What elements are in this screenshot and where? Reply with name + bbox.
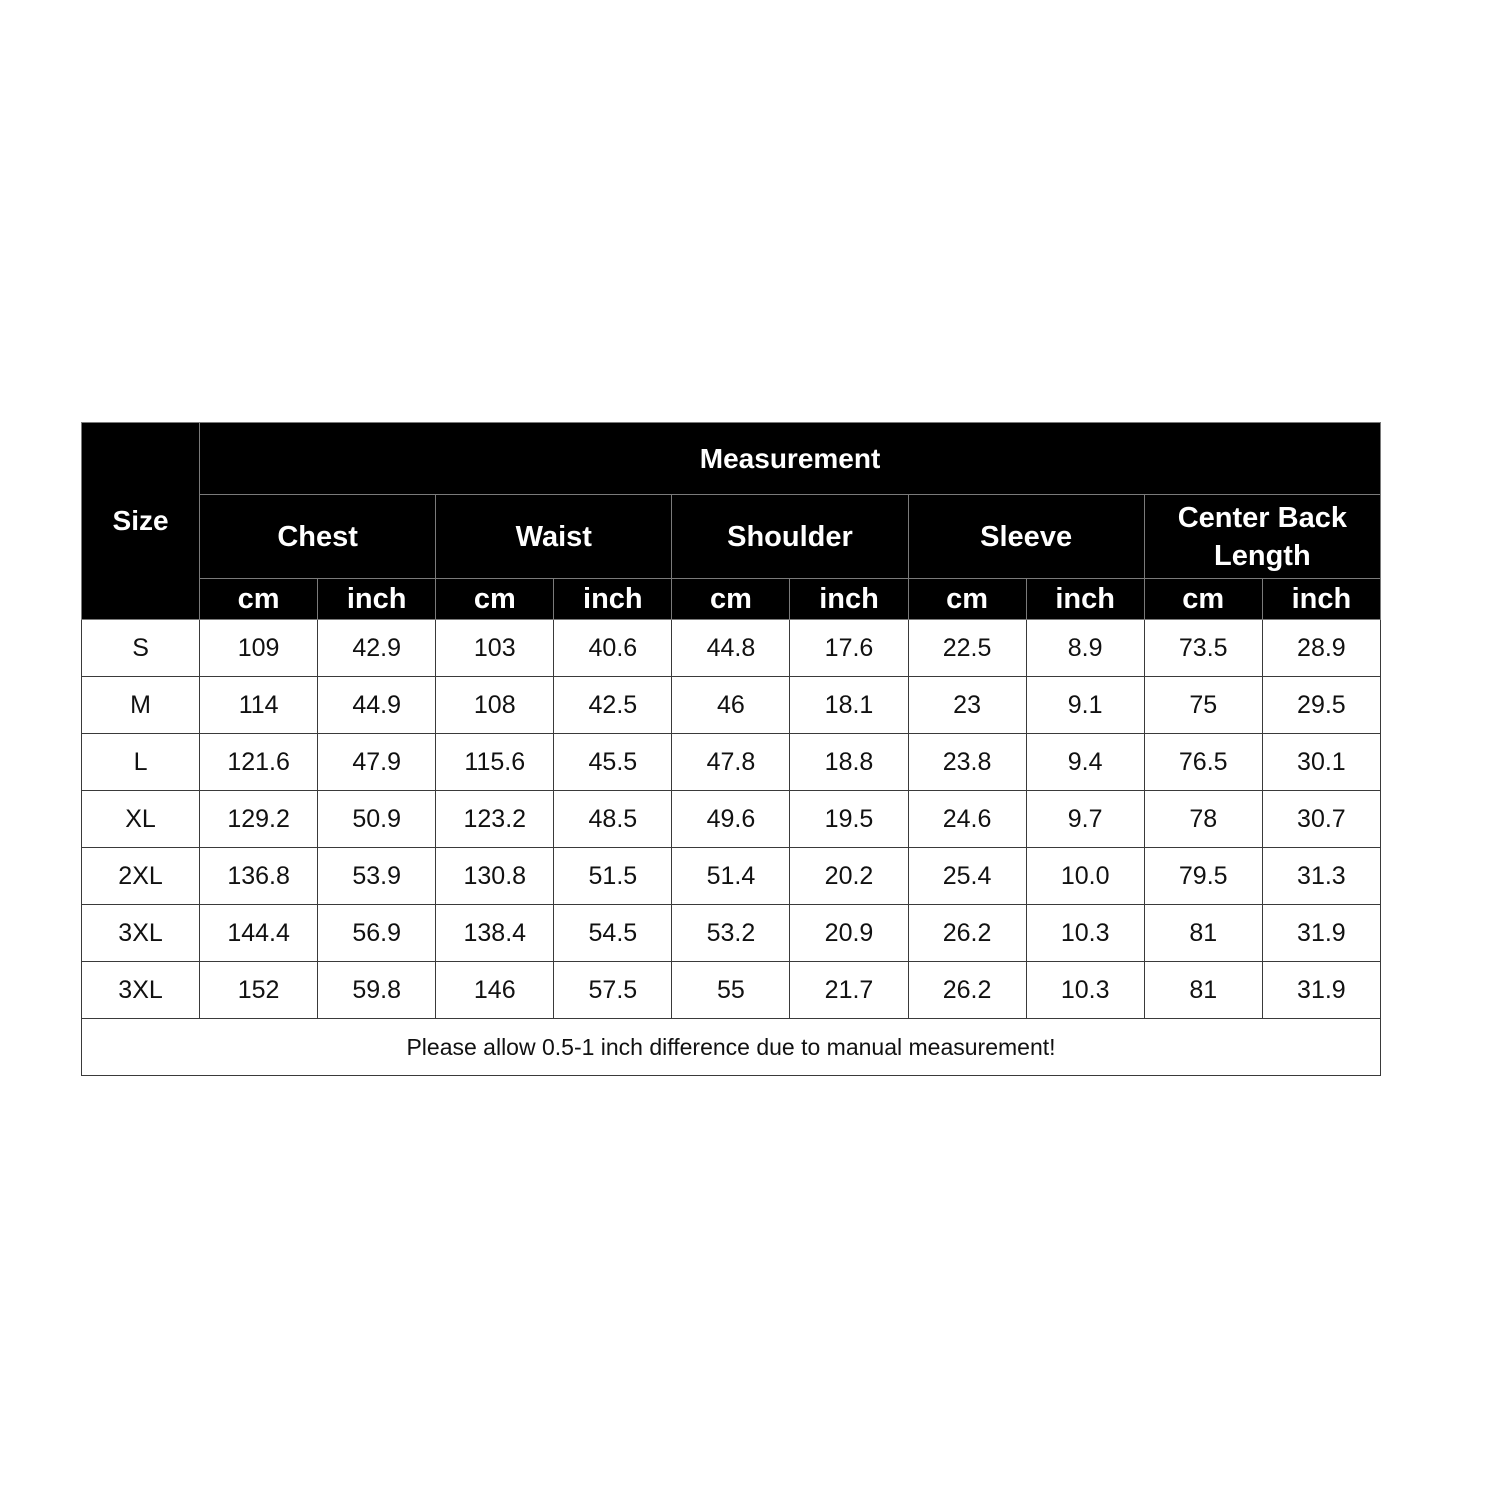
group-header-sleeve: Sleeve bbox=[908, 495, 1144, 579]
size-cell: M bbox=[82, 677, 200, 734]
value-cell: 50.9 bbox=[318, 791, 436, 848]
unit-header: cm bbox=[908, 579, 1026, 620]
unit-header: inch bbox=[1026, 579, 1144, 620]
unit-header: inch bbox=[554, 579, 672, 620]
table-footer bbox=[82, 1019, 1381, 1076]
value-cell: 23.8 bbox=[908, 734, 1026, 791]
size-chart-table bbox=[81, 422, 1381, 1076]
value-cell: 81 bbox=[1144, 962, 1262, 1019]
table-row bbox=[82, 905, 1381, 962]
table-header bbox=[82, 423, 1381, 620]
value-cell: 121.6 bbox=[200, 734, 318, 791]
value-cell: 9.4 bbox=[1026, 734, 1144, 791]
value-cell: 103 bbox=[436, 620, 554, 677]
value-cell: 18.8 bbox=[790, 734, 908, 791]
value-cell: 59.8 bbox=[318, 962, 436, 1019]
value-cell: 136.8 bbox=[200, 848, 318, 905]
value-cell: 25.4 bbox=[908, 848, 1026, 905]
value-cell: 48.5 bbox=[554, 791, 672, 848]
group-header-shoulder: Shoulder bbox=[672, 495, 908, 579]
unit-header: cm bbox=[436, 579, 554, 620]
value-cell: 144.4 bbox=[200, 905, 318, 962]
value-cell: 75 bbox=[1144, 677, 1262, 734]
value-cell: 30.1 bbox=[1262, 734, 1380, 791]
value-cell: 73.5 bbox=[1144, 620, 1262, 677]
value-cell: 9.7 bbox=[1026, 791, 1144, 848]
table-row bbox=[82, 677, 1381, 734]
value-cell: 44.8 bbox=[672, 620, 790, 677]
value-cell: 31.9 bbox=[1262, 905, 1380, 962]
value-cell: 10.0 bbox=[1026, 848, 1144, 905]
value-cell: 19.5 bbox=[790, 791, 908, 848]
footnote: Please allow 0.5-1 inch difference due to manual measurement! bbox=[82, 1019, 1381, 1076]
value-cell: 51.4 bbox=[672, 848, 790, 905]
group-header-center-back-length: Center Back Length bbox=[1144, 495, 1380, 579]
table-row bbox=[82, 791, 1381, 848]
table-row bbox=[82, 734, 1381, 791]
value-cell: 78 bbox=[1144, 791, 1262, 848]
value-cell: 46 bbox=[672, 677, 790, 734]
value-cell: 31.3 bbox=[1262, 848, 1380, 905]
value-cell: 53.9 bbox=[318, 848, 436, 905]
value-cell: 26.2 bbox=[908, 905, 1026, 962]
unit-header: cm bbox=[200, 579, 318, 620]
value-cell: 81 bbox=[1144, 905, 1262, 962]
value-cell: 42.5 bbox=[554, 677, 672, 734]
value-cell: 40.6 bbox=[554, 620, 672, 677]
unit-header: cm bbox=[1144, 579, 1262, 620]
size-cell: L bbox=[82, 734, 200, 791]
value-cell: 130.8 bbox=[436, 848, 554, 905]
value-cell: 44.9 bbox=[318, 677, 436, 734]
value-cell: 24.6 bbox=[908, 791, 1026, 848]
size-header: Size bbox=[82, 423, 200, 620]
value-cell: 17.6 bbox=[790, 620, 908, 677]
units-row bbox=[82, 579, 1381, 620]
value-cell: 123.2 bbox=[436, 791, 554, 848]
value-cell: 129.2 bbox=[200, 791, 318, 848]
table-row bbox=[82, 962, 1381, 1019]
value-cell: 49.6 bbox=[672, 791, 790, 848]
value-cell: 57.5 bbox=[554, 962, 672, 1019]
value-cell: 22.5 bbox=[908, 620, 1026, 677]
value-cell: 114 bbox=[200, 677, 318, 734]
value-cell: 21.7 bbox=[790, 962, 908, 1019]
group-header-waist: Waist bbox=[436, 495, 672, 579]
value-cell: 9.1 bbox=[1026, 677, 1144, 734]
value-cell: 146 bbox=[436, 962, 554, 1019]
size-cell: XL bbox=[82, 791, 200, 848]
value-cell: 152 bbox=[200, 962, 318, 1019]
value-cell: 79.5 bbox=[1144, 848, 1262, 905]
value-cell: 138.4 bbox=[436, 905, 554, 962]
value-cell: 31.9 bbox=[1262, 962, 1380, 1019]
unit-header: inch bbox=[1262, 579, 1380, 620]
value-cell: 8.9 bbox=[1026, 620, 1144, 677]
size-cell: 2XL bbox=[82, 848, 200, 905]
value-cell: 28.9 bbox=[1262, 620, 1380, 677]
value-cell: 108 bbox=[436, 677, 554, 734]
value-cell: 20.9 bbox=[790, 905, 908, 962]
value-cell: 109 bbox=[200, 620, 318, 677]
value-cell: 10.3 bbox=[1026, 962, 1144, 1019]
measurement-header: Measurement bbox=[200, 423, 1381, 495]
unit-header: inch bbox=[318, 579, 436, 620]
value-cell: 20.2 bbox=[790, 848, 908, 905]
value-cell: 56.9 bbox=[318, 905, 436, 962]
value-cell: 42.9 bbox=[318, 620, 436, 677]
unit-header: inch bbox=[790, 579, 908, 620]
value-cell: 30.7 bbox=[1262, 791, 1380, 848]
table-body bbox=[82, 620, 1381, 1019]
value-cell: 115.6 bbox=[436, 734, 554, 791]
value-cell: 47.8 bbox=[672, 734, 790, 791]
value-cell: 18.1 bbox=[790, 677, 908, 734]
value-cell: 76.5 bbox=[1144, 734, 1262, 791]
group-header-chest: Chest bbox=[200, 495, 436, 579]
value-cell: 45.5 bbox=[554, 734, 672, 791]
value-cell: 23 bbox=[908, 677, 1026, 734]
value-cell: 55 bbox=[672, 962, 790, 1019]
value-cell: 53.2 bbox=[672, 905, 790, 962]
unit-header: cm bbox=[672, 579, 790, 620]
value-cell: 29.5 bbox=[1262, 677, 1380, 734]
value-cell: 54.5 bbox=[554, 905, 672, 962]
size-cell: 3XL bbox=[82, 905, 200, 962]
value-cell: 10.3 bbox=[1026, 905, 1144, 962]
value-cell: 47.9 bbox=[318, 734, 436, 791]
table-row bbox=[82, 620, 1381, 677]
size-cell: 3XL bbox=[82, 962, 200, 1019]
value-cell: 26.2 bbox=[908, 962, 1026, 1019]
table-row bbox=[82, 848, 1381, 905]
value-cell: 51.5 bbox=[554, 848, 672, 905]
size-cell: S bbox=[82, 620, 200, 677]
